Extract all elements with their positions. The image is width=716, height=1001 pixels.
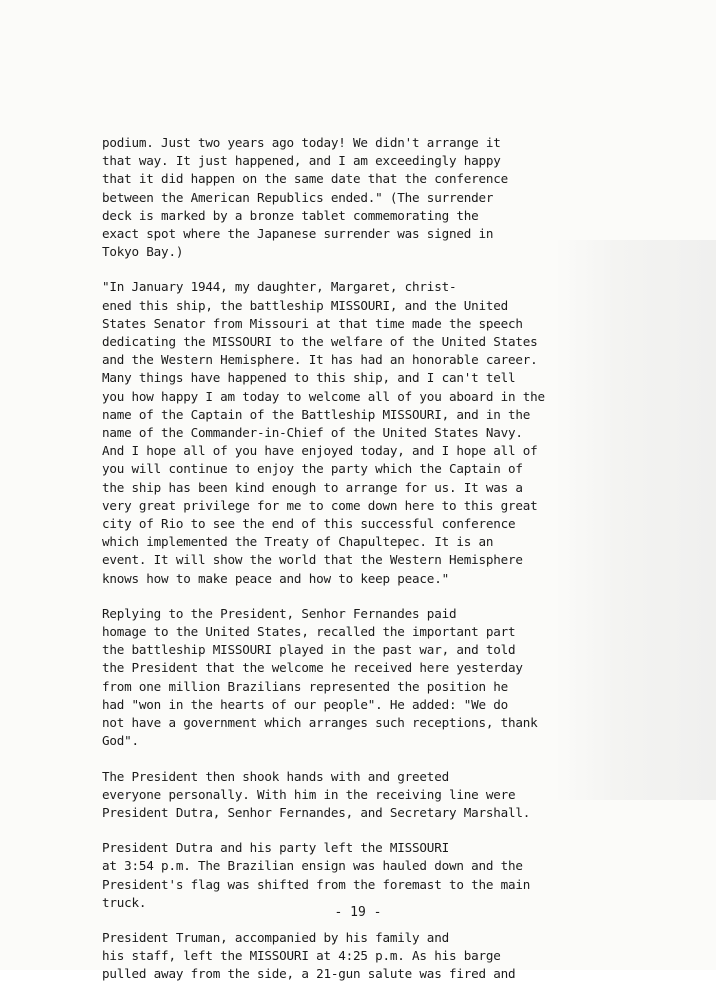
paragraph-3: Replying to the President, Senhor Fernandes paid homage to the United States, recalled the important part the battleship MISSOURI played in the past war, and told the President that the welcome he received here yesterday from one million Brazilians represented the position he had "won in the hearts of our people". He added: "We do not have a government which arranges such receptions, thank God". bbox=[102, 605, 538, 749]
page-number: - 19 - bbox=[334, 905, 382, 920]
paragraph-5: President Dutra and his party left the MISSOURI at 3:54 p.m. The Brazilian ensign was hauled down and the President's flag was shifted from the foremast to the main truck. bbox=[102, 840, 531, 910]
paragraph-4: The President then shook hands with and greeted everyone personally. With him in the receiving line were President Dutra, Senhor Fernandes, and Secretary Marshall. bbox=[102, 768, 531, 820]
body-text bbox=[102, 134, 582, 1001]
paragraph-6: President Truman, accompanied by his family and his staff, left the MISSOURI at 4:25 p.m. As his barge pulled away from the side, a 21-gun salute was fired and bbox=[102, 929, 516, 982]
paragraph-2: "In January 1944, my daughter, Margaret, christ- ened this ship, the battleship MISSOURI, and the United States Senator from Missouri at that time made the speech dedicating the MISSOURI to the welfare of the United States and the Western Hemisphere. It has had an honorable career. Many things have happened to this ship, and I can't tell you how happy I am today to welcome all of you aboard in the name of the Captain of the Battleship MISSOURI, and in the name of the Commander-in-Chief of the United States Navy. And I hope all of you have enjoyed today, and I hope all of you will continue to enjoy the party which the Captain of the ship has been kind enough to arrange for us. It was a very great privilege for me to come down here to this great city of Rio to see the end of this successful conference which implemented the Treaty of Chapultepec. It is an event. It will show the world that the Western Hemisphere knows how to make peace and how to keep peace." bbox=[102, 279, 545, 586]
paragraph-1: podium. Just two years ago today! We didn't arrange it that way. It just happened, and I am exceedingly happy that it did happen on the same date that the conference between the American Republics ended." (The surrender deck is marked by a bronze tablet commemorating the exact spot where the Japanese surrender was signed in Tokyo Bay.) bbox=[102, 135, 509, 260]
